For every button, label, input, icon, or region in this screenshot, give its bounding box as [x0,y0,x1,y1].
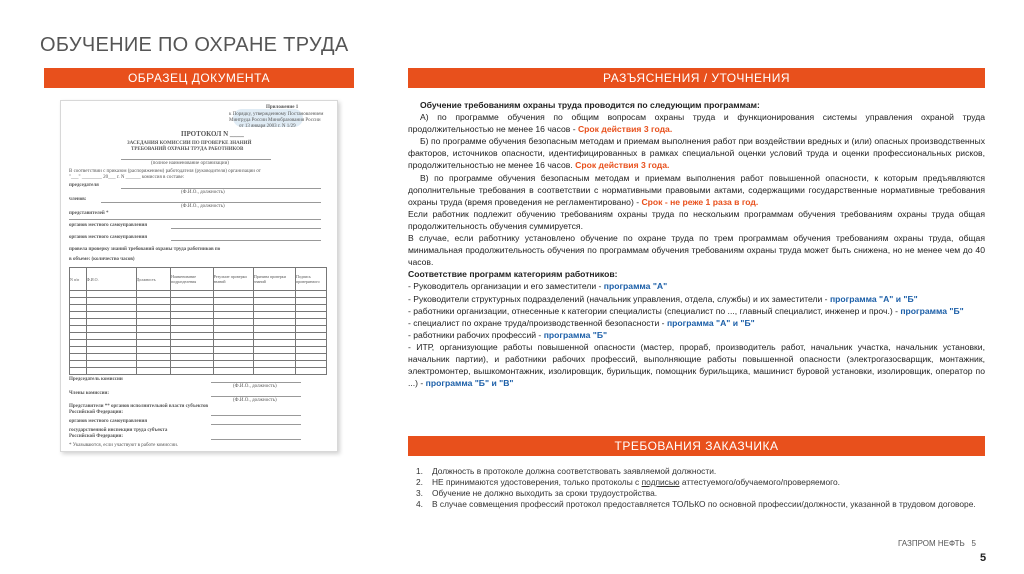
doc-signature-row: Члены комиссии: [69,391,110,396]
category-item [408,329,985,341]
doc-signature-row: Представители ** органов исполнительной власти субъектов [69,404,209,409]
company-name: ГАЗПРОМ НЕФТЬ [898,539,965,548]
category-item [408,293,985,305]
list-text-part: аттестуемого/обучаемого/проверяемого. [679,477,840,487]
table-header-cell: Ф.И.О. [86,268,136,291]
doc-signature-row: Российской Федерации: [69,434,124,439]
doc-fio-caption: (Ф.И.О., должность) [233,398,277,403]
table-header-cell: Должность [136,268,171,291]
doc-row: провела проверку знаний требований охраны труда работников по [69,247,221,252]
program-v-validity: Срок - не реже 1 раза в год. [641,196,759,207]
doc-fio-caption: (Ф.И.О., должность) [181,190,225,195]
list-item [416,466,976,477]
underlined-word: подписью [641,477,680,487]
list-item [416,477,976,488]
requirements-list [416,466,976,510]
doc-signature-row: органов местного самоуправления [69,419,148,424]
doc-appendix-line: к Порядку, утвержденному Постановлением [229,112,324,117]
table-header-cell: Подпись проверяемого [296,268,327,291]
program-a-validity: Срок действия 3 года. [577,124,673,135]
list-number: 1. [416,466,423,476]
doc-org-caption: (полное наименование организации) [151,161,229,166]
category-program: программа "Б" [543,329,608,340]
category-item [408,341,985,389]
programs-intro: Обучение требованиям охраны труда проводится по следующим программам: [420,100,760,110]
category-program: программа "А" и "Б" [666,317,755,328]
table-header-cell: Причина проверки знаний [253,268,295,291]
doc-appendix-line: Минтруда России Минобразования России [229,118,321,123]
category-program: программа "А" и "Б" [829,293,918,304]
doc-row: органов местного самоуправления [69,223,148,228]
doc-fio-caption: (Ф.И.О., должность) [233,384,277,389]
list-number: 3. [416,488,423,498]
category-item [408,317,985,329]
doc-appendix-line: от 13 января 2003 г. N 1/29 [239,124,296,129]
category-program: программа "А" [603,281,668,292]
doc-appendix: Приложение 1 [266,105,299,110]
doc-fio-caption: (Ф.И.О., должность) [181,204,225,209]
sample-document-header: ОБРАЗЕЦ ДОКУМЕНТА [44,68,354,88]
doc-row: председателя [69,183,99,188]
doc-signature-row: Председатель комиссии [69,377,123,382]
correspondence-heading: Соответствие программ категориям работников: [408,269,618,280]
list-number: 2. [416,477,423,487]
list-item [416,499,976,510]
category-item [408,280,985,292]
doc-row: "___" ________ 20___ г. N ______ комиссия в составе: [69,175,185,180]
list-text: В случае совмещения профессий протокол предоставляется ТОЛЬКО по основной профессии/должности, указанной в трудовом договоре. [432,499,976,509]
list-number: 4. [416,499,423,509]
doc-signature-row: государственной инспекции труда субъекта [69,428,168,433]
list-text: Обучение не должно выходить за сроки трудоустройства. [432,488,658,498]
doc-row: представителей * [69,211,109,216]
doc-heading: ТРЕБОВАНИЙ ОХРАНЫ ТРУДА РАБОТНИКОВ [131,147,244,152]
sample-protocol-document [60,100,338,452]
list-item [416,488,976,499]
explanations-header: РАЗЪЯСНЕНИЯ / УТОЧНЕНИЯ [408,68,985,88]
doc-row: в объеме: (количество часов) [69,257,135,262]
category-text: - специалист по охране труда/производственной безопасности - [408,317,667,328]
customer-requirements-header: ТРЕБОВАНИЯ ЗАКАЗЧИКА [408,436,985,456]
doc-row: В соответствии с приказом (распоряжением) работодателя (руководителя) организации от [69,169,261,174]
table-header-cell: Результат проверки знаний [213,268,253,291]
category-text: - работники организации, отнесенные к категории специалисты (специалист по ..., главный специалист, инженер и проч.) - [408,305,901,316]
explanations-text [408,99,985,389]
doc-heading: ЗАСЕДАНИЯ КОМИССИИ ПО ПРОВЕРКЕ ЗНАНИЙ [127,141,252,146]
category-program: программа "Б" [900,305,964,316]
program-b-validity: Срок действия 3 года. [575,160,670,171]
page-title: ОБУЧЕНИЕ ПО ОХРАНЕ ТРУДА [40,34,349,56]
category-text: - работники рабочих профессий - [408,329,544,340]
doc-signature-row: Российской Федерации: [69,410,124,415]
doc-protocol-title: ПРОТОКОЛ N ____ [181,130,244,138]
table-header-cell: Наименование подразделения [171,268,214,291]
three-programs-note: В случае, если работнику установлено обучение по охране труда по трем программам обучения требованиям охраны труда, общая минимальная продолжительность обучения по программам обучения требованиям охраны труда может быть снижена, но не менее чем до 40 часов. [408,233,985,268]
several-programs-note: Если работник подлежит обучению требованиям охраны труда по нескольким программам обучения требованиям охраны труда общая продолжительность обучения суммируется. [408,208,985,231]
list-text-part: НЕ принимаются удостоверения, только протоколы с [432,477,642,487]
list-text [432,477,840,488]
program-a [408,111,985,135]
footer-company [898,539,976,548]
program-b-text: Б) по программе обучения безопасным методам и приемам выполнения работ при воздействии вредных и (или) опасных производственных факторов, источников опасности, идентифицированных в рамках специальной оценки условий труда и оценки профессиональных рисков, продолжительностью не менее 16 часов. [408,136,985,171]
category-item [408,305,985,317]
category-program: программа "Б" и "В" [425,378,514,389]
page-number: 5 [980,552,987,564]
doc-row: органов местного самоуправления [69,235,148,240]
list-text: Должность в протоколе должна соответствовать заявляемой должности. [432,466,717,476]
doc-footnote: * Указываются, если участвуют в работе комиссии. [69,443,179,448]
category-text: - ИТР, организующие работы повышенной опасности (мастер, прораб, производитель работ, начальник участка, начальник установки, начальник партии), и работники рабочих профессий, выполняющие работы повышенной опасности (электрогазосварщик, монтажник, электромонтер, вышкомонтажник, изолировщик, бурильщик, помощник бурильщика, машинист буровой установки, изолировщик, оператор по ...) - [408,341,985,389]
doc-results-table [69,267,327,375]
category-text: - Руководитель организации и его заместители - [408,281,604,292]
program-b [408,135,985,171]
program-a-text: А) по программе обучения по общим вопросам охраны труда и функционирования системы управления охраной труда продолжительностью не менее 16 часов - [408,112,985,135]
footer-page-small: 5 [971,539,976,548]
doc-row: членов: [69,197,87,202]
program-v [408,172,985,208]
program-v-text: В) по программе обучения безопасным методам и приемам выполнения работ повышенной опасности, к которым предъявляются дополнительные требования в соответствии с нормативными правовыми актами, содержащими государственные нормативные требования охраны труда (время проведения не регламентировано) - [408,172,985,207]
table-header-cell: N п/п [70,268,87,291]
category-text: - Руководители структурных подразделений (начальник управления, отдела, службы) и их заместители - [408,293,830,304]
